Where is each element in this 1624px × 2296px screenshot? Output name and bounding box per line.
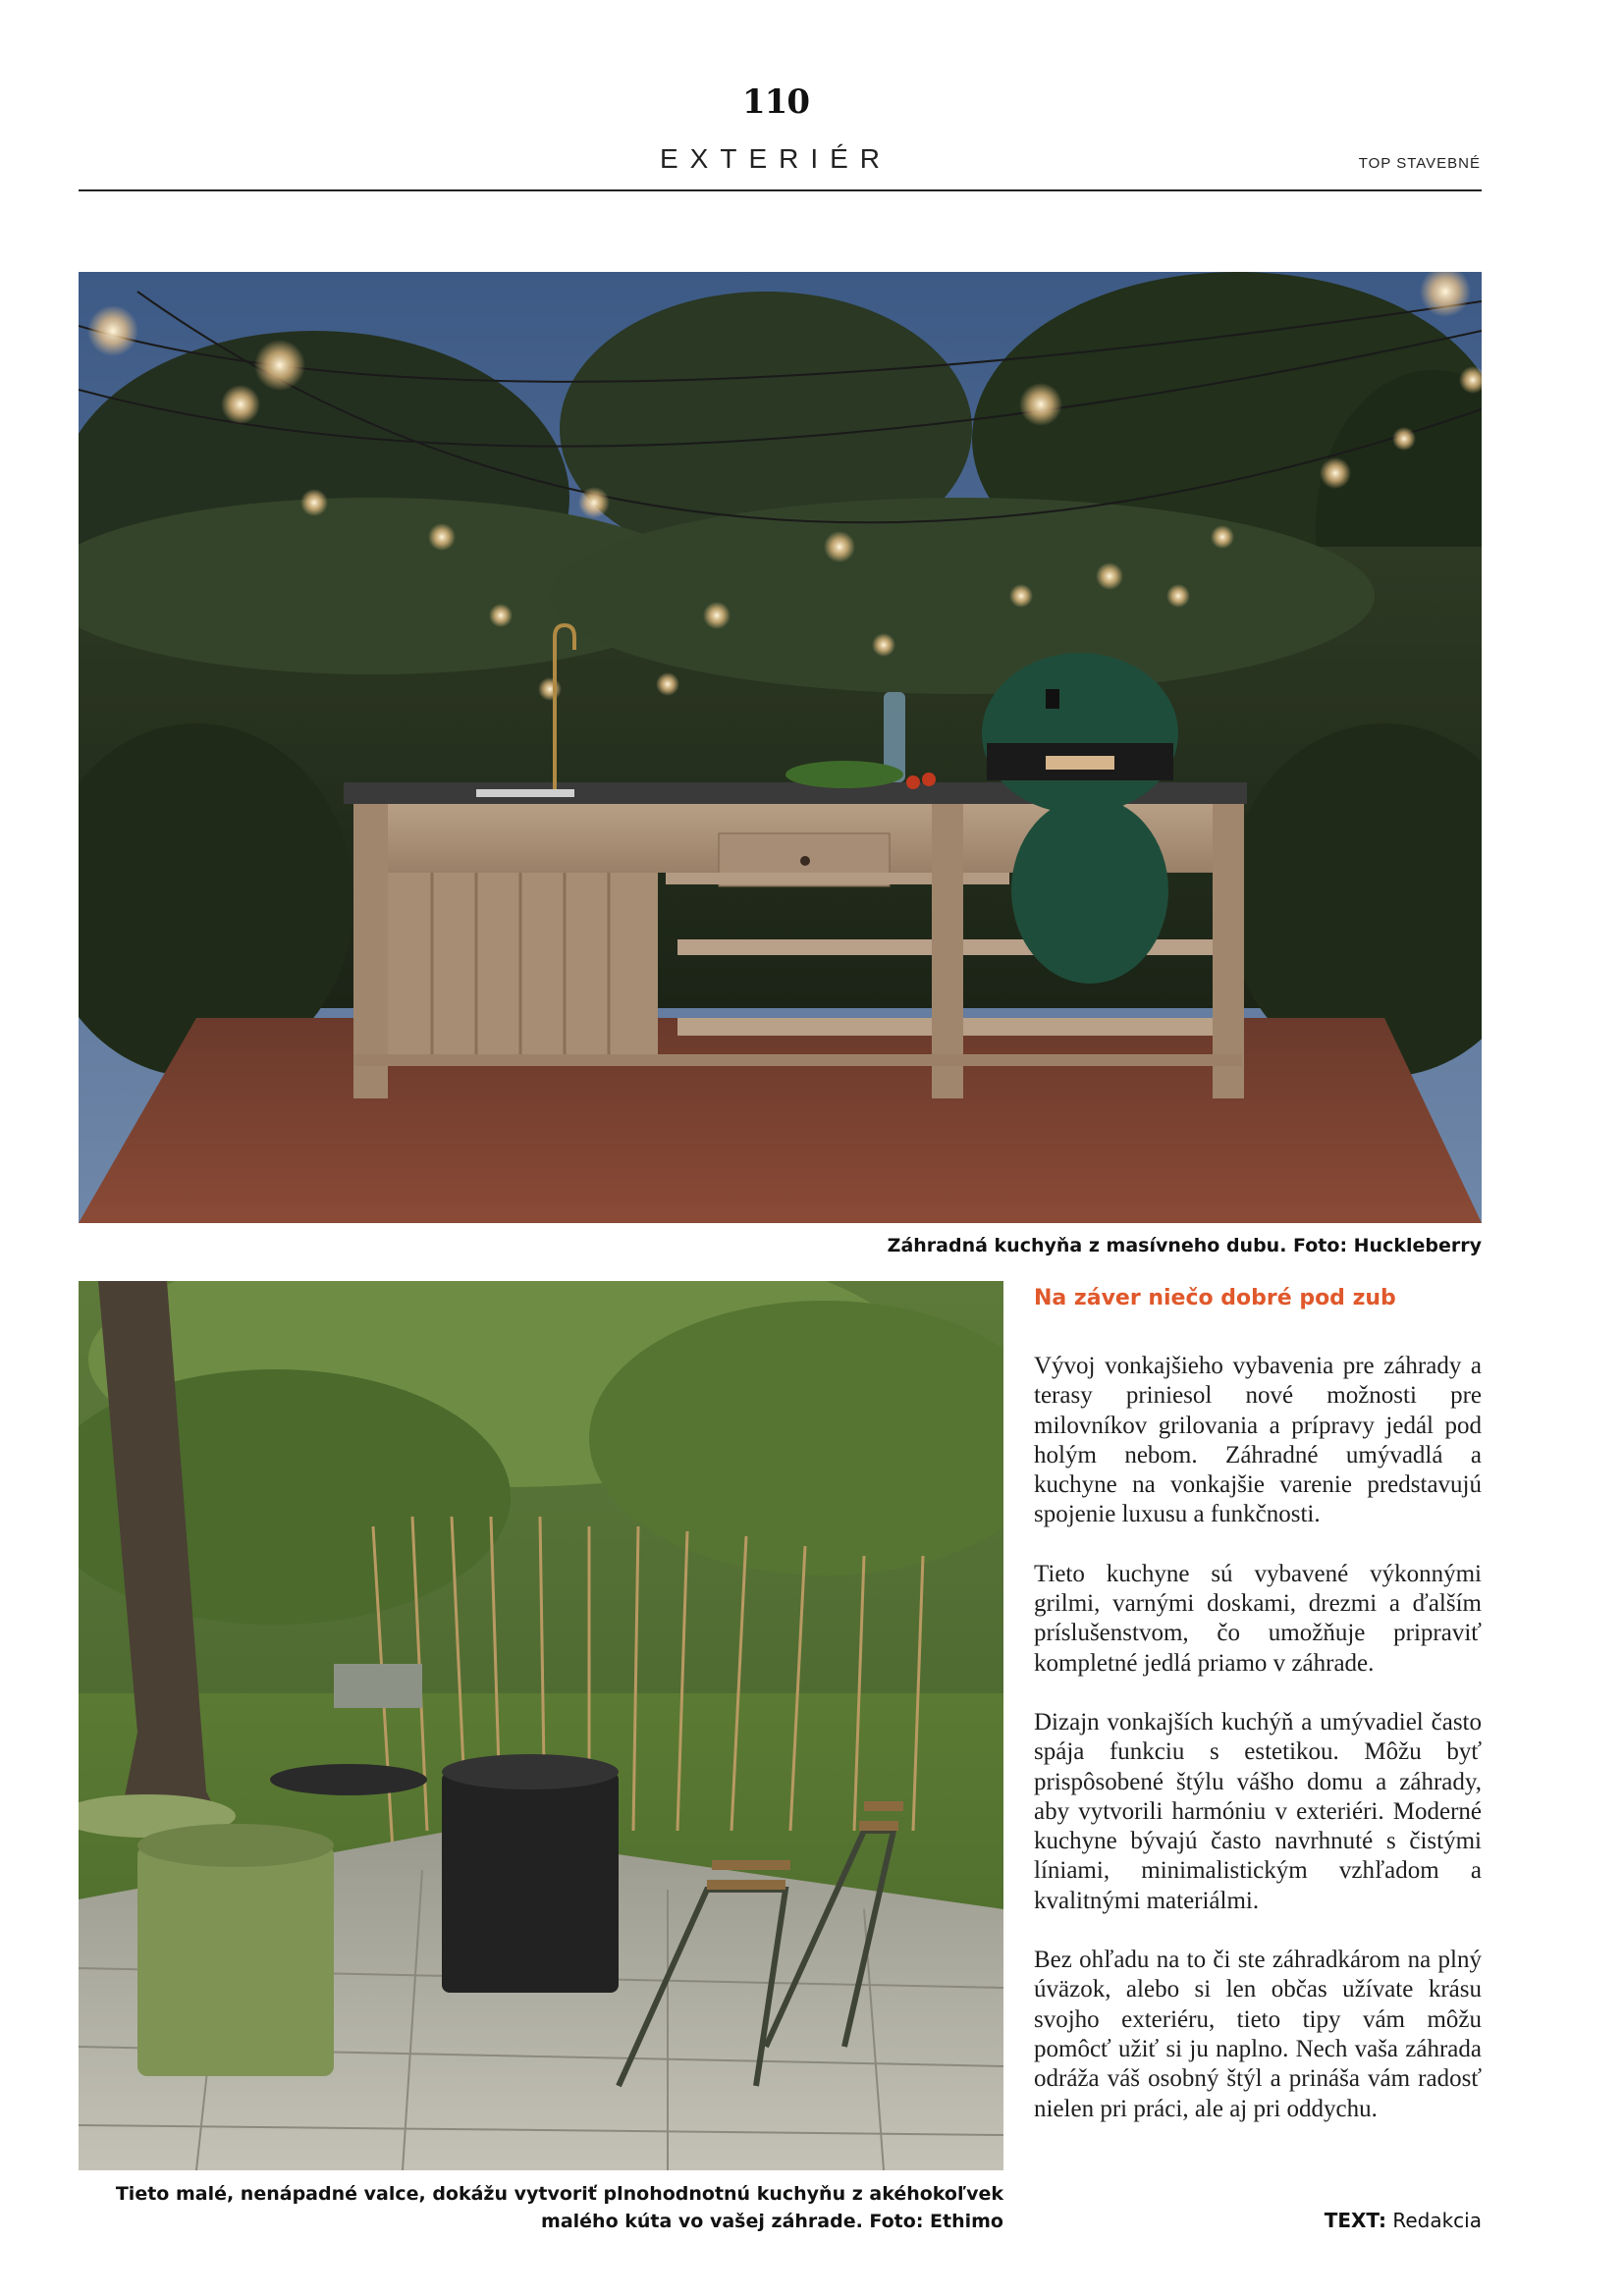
- article-paragraph: Bez ohľadu na to či ste záhradkárom na plný úväzok, alebo si len občas užívate krásu svojho exteriéru, tieto tipy vám môžu pomôcť užiť si ju naplno. Nech vaša záhrada odráža váš osobný štýl a prináša vám radosť nielen pri práci, ale aj pri oddychu.: [1034, 1947, 1482, 2122]
- cylinder-kitchen-photo: [79, 1281, 1003, 2170]
- photo-caption: Záhradná kuchyňa z masívneho dubu. Foto: Huckleberry: [887, 1235, 1482, 1256]
- article-headline: Na záver niečo dobré pod zub: [1034, 1286, 1396, 1310]
- section-title: EXTERIÉR: [659, 143, 893, 174]
- article-credit: [1325, 2209, 1482, 2232]
- credit-name: Redakcia: [1392, 2209, 1482, 2232]
- outdoor-kitchen-photo: [79, 272, 1482, 1223]
- brand-label: TOP STAVEBNÉ: [1358, 155, 1481, 172]
- header-rule: [79, 189, 1482, 191]
- article-paragraph: Tieto kuchyne sú vybavené výkonnými grilmi, varnými doskami, drezmi a ďalším príslušenstvom, čo umožňuje pripraviť kompletné jedlá priamo v záhrade.: [1034, 1560, 1482, 1677]
- article: [1034, 1286, 1482, 2154]
- page-number: 110: [742, 82, 809, 122]
- credit-label: TEXT:: [1324, 2209, 1386, 2232]
- article-paragraph: Dizajn vonkajších kuchýň a umývadiel často spája funkciu s estetikou. Môžu byť prispôsobené štýlu vášho domu a záhrady, aby vytvorili harmóniu v exteriéri. Moderné kuchyne bývajú často navrhnuté s čistými líniami, minimalistickým vzhľadom a kvalitnými materiálmi.: [1034, 1708, 1482, 1914]
- photo-caption: Tieto malé, nenápadné valce, dokážu vytvoriť plnohodnotnú kuchyňu z akéhokoľvek malého kúta vo vašej záhrade. Foto: Ethimo: [115, 2183, 1003, 2232]
- article-paragraph: Vývoj vonkajšieho vybavenia pre záhrady a terasy priniesol nové možnosti pre milovníkov grilovania a prípravy jedál pod holým nebom. Záhradné umývadlá a kuchyne na vonkajšie varenie predstavujú spojenie luxusu a funkčnosti.: [1034, 1353, 1482, 1528]
